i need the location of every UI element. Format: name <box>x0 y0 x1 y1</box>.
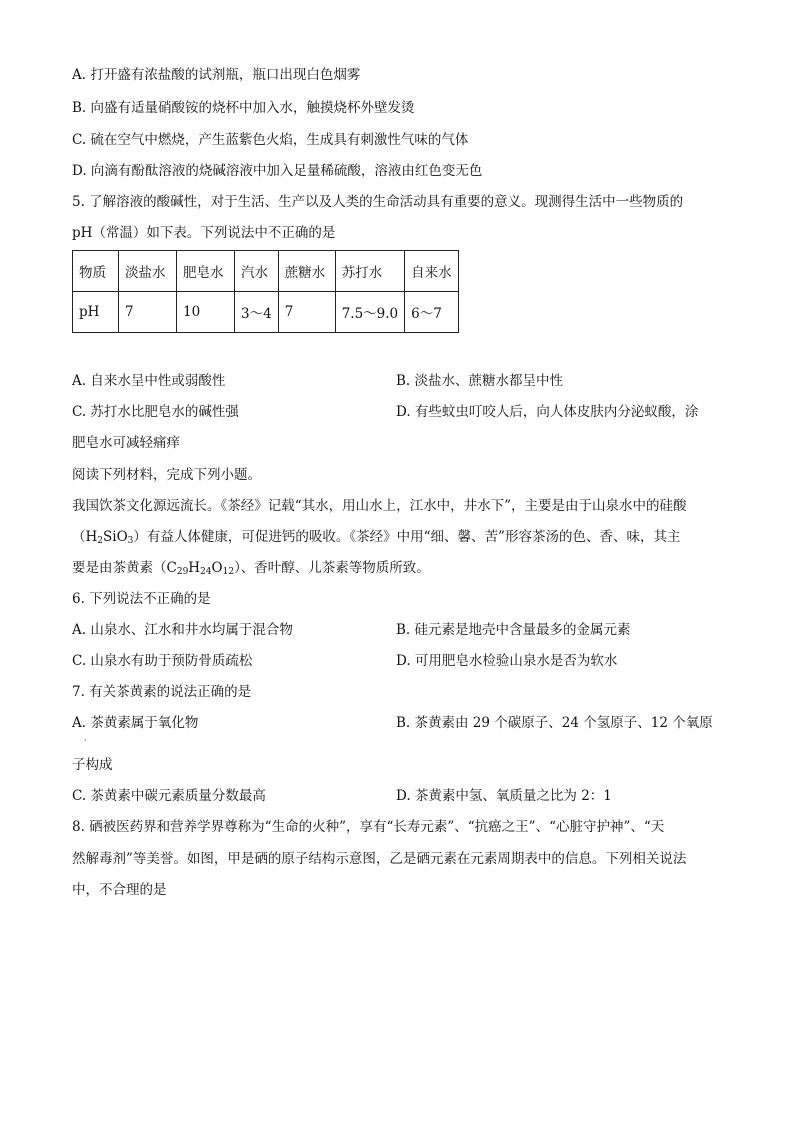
q4-option-d: D. 向滴有酚酞溶液的烧碱溶液中加入足量稀硫酸，溶液由红色变无色 <box>72 163 483 179</box>
table-cell: 自来水 <box>405 251 459 292</box>
table-cell: 苏打水 <box>335 251 404 292</box>
q5-option-b: B. 淡盐水、蔗糖水都呈中性 <box>396 373 564 389</box>
q5-option-d-cont: 肥皂水可减轻痛痒 <box>72 435 180 451</box>
q7-stem: 7. 有关茶黄素的说法正确的是 <box>72 684 252 700</box>
table-cell: 7 <box>278 292 335 333</box>
q5-option-c: C. 苏打水比肥皂水的碱性强 <box>72 404 239 420</box>
material-line2: $(H_2SiO_3)$有益人体健康，可促进钙的吸收。《茶经》中用“细、馨、苦”形容茶汤的色、香、味，其主 <box>72 529 681 546</box>
table-cell: pH <box>73 292 119 333</box>
q5-option-d: D. 有些蚊虫叮咬人后，向人体皮肤内分泌蚁酸，涂 <box>396 404 699 420</box>
ph-table <box>72 250 459 333</box>
q6-option-d: D. 可用肥皂水检验山泉水是否为软水 <box>396 653 618 669</box>
table-cell: 3～4 <box>235 292 279 333</box>
table-cell: 蔗糖水 <box>278 251 335 292</box>
q8-stem-line2: 然解毒剂”等美誉。如图，甲是硒的原子结构示意图，乙是硒元素在元素周期表中的信息。下列相关说法 <box>72 851 687 867</box>
material-intro: 阅读下列材料，完成下列小题。 <box>72 467 261 483</box>
table-cell: 7.5～9.0 <box>335 292 404 333</box>
table-header-row <box>73 251 459 292</box>
table-row <box>73 292 459 333</box>
material-line3: 要是由茶黄素$(C_{29}H_{24}O_{12})$、香叶醇、儿茶素等物质所致。 <box>72 560 430 577</box>
q5-stem-line1: 5. 了解溶液的酸碱性，对于生活、生产以及人类的生命活动具有重要的意义。现测得生活中一些物质的 <box>72 194 684 210</box>
table-cell: 7 <box>119 292 177 333</box>
table-cell: 6～7 <box>405 292 459 333</box>
q4-option-b: B. 向盛有适量硝酸铵的烧杯中加入水，触摸烧杯外壁发烫 <box>72 100 415 116</box>
q7-option-d: D. 茶黄素中氢、氧质量之比为 2：1 <box>396 788 612 804</box>
q7-option-b-cont: 子构成 <box>72 757 113 773</box>
table-cell: 淡盐水 <box>119 251 177 292</box>
q7-option-b: B. 茶黄素由 29 个碳原子、24 个氢原子、12 个氧原 <box>396 715 713 731</box>
q6-option-a: A. 山泉水、江水和井水均属于混合物 <box>72 622 293 638</box>
table-cell: 10 <box>177 292 235 333</box>
q6-option-b: B. 硅元素是地壳中含量最多的金属元素 <box>396 622 631 638</box>
q5-stem-line2: pH（常温）如下表。下列说法中不正确的是 <box>72 225 336 241</box>
q8-stem-line1: 8. 硒被医药界和营养学界尊称为“生命的火种”，享有“长寿元素”、“抗癌之王”、“心脏守护神”、“天 <box>72 819 665 835</box>
q5-option-a: A. 自来水呈中性或弱酸性 <box>72 373 226 389</box>
q7-option-c: C. 茶黄素中碳元素质量分数最高 <box>72 788 266 804</box>
q7-option-a: A. 茶黄素属于氧化物 <box>72 715 199 731</box>
table-cell: 肥皂水 <box>177 251 235 292</box>
q8-stem-line3: 中，不合理的是 <box>72 882 167 898</box>
table-cell: 物质 <box>73 251 119 292</box>
material-line1: 我国饮茶文化源远流长。《茶经》记载“其水，用山水上，江水中，井水下”，主要是由于山泉水中的硅酸 <box>72 498 687 514</box>
q6-stem: 6. 下列说法不正确的是 <box>72 591 211 607</box>
q4-option-c: C. 硫在空气中燃烧，产生蓝紫色火焰，生成具有刺激性气味的气体 <box>72 132 469 148</box>
table-cell: 汽水 <box>235 251 279 292</box>
stray-dot: · <box>84 736 87 745</box>
q4-option-a: A. 打开盛有浓盐酸的试剂瓶，瓶口出现白色烟雾 <box>72 67 361 83</box>
q6-option-c: C. 山泉水有助于预防骨质疏松 <box>72 653 253 669</box>
